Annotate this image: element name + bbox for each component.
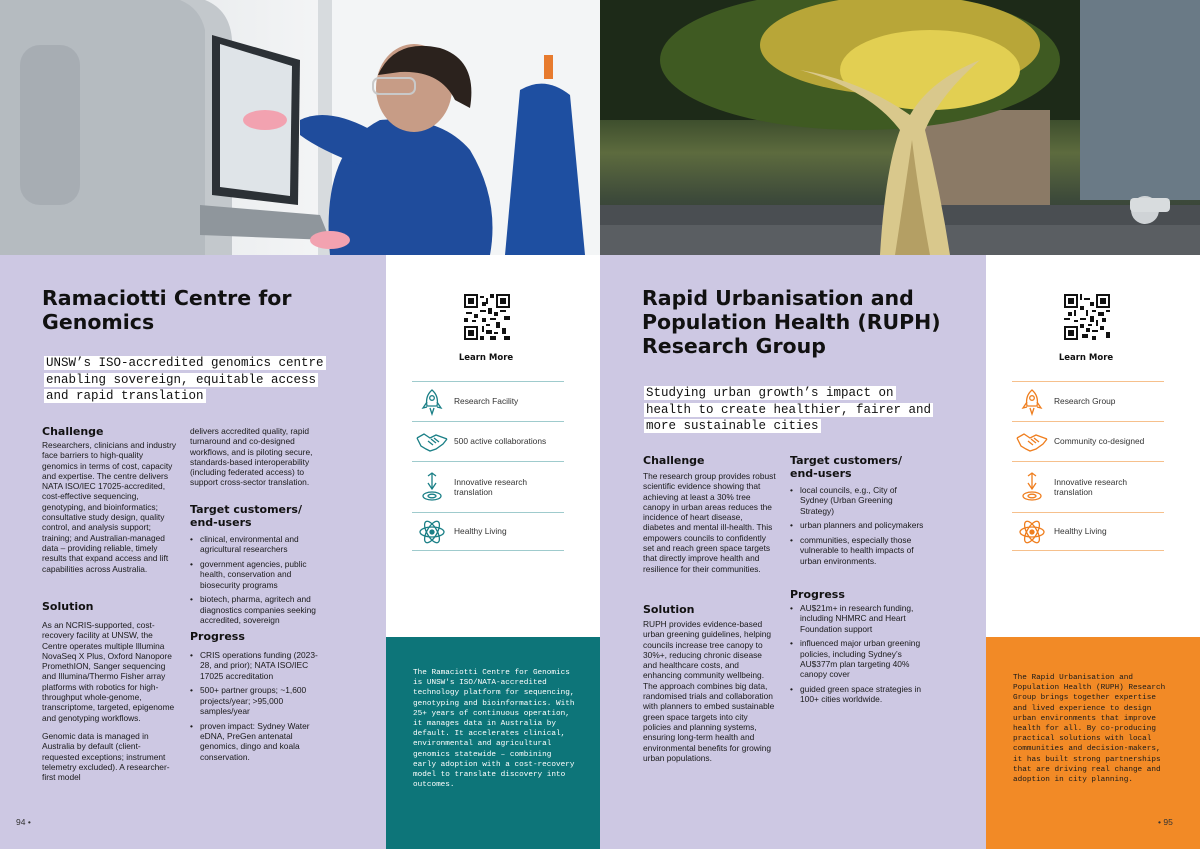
challenge-heading: Challenge xyxy=(643,454,705,467)
feature-label: Innovative research translation xyxy=(1054,476,1128,497)
list-item: • guided green space strategies in 100+ cities worldwide. xyxy=(790,684,925,705)
list-item: • government agencies, public health, conservation and biosecurity programs xyxy=(190,559,325,590)
tagline-left xyxy=(44,355,344,405)
list-item: • proven impact: Sydney Water eDNA, PreGen antenatal genomics, dingo and koala conservation. xyxy=(190,721,325,762)
progress-list xyxy=(790,603,925,709)
tagline-line: UNSW’s ISO-accredited genomics centre xyxy=(46,356,324,370)
feature-label: Healthy Living xyxy=(1054,526,1107,537)
feature-row xyxy=(412,381,564,421)
list-item: • clinical, environmental and agricultural researchers xyxy=(190,534,325,555)
feature-row xyxy=(1012,512,1164,551)
solution-heading: Solution xyxy=(643,603,695,616)
challenge-text xyxy=(643,471,776,582)
list-item: • urban planners and policymakers xyxy=(790,520,925,530)
translation-icon xyxy=(412,471,452,503)
list-item: • 500+ partner groups; ~1,600 projects/year; >95,000 samples/year xyxy=(190,685,325,716)
solution-paragraph: RUPH provides evidence-based urban greening guidelines, helping councils increase tree canopy to 30%+, reducing chronic disease and healthcare costs, and enhancing community wellbeing. The approach combines big data, randomised trials and collaboration with planners to embed sustainable green space targets into city policies and planning systems, ensuring long-term health and environmental benefits for growing urban populations. xyxy=(643,619,775,763)
atom-icon xyxy=(1012,518,1052,546)
page-number-right: • 95 xyxy=(1158,817,1173,827)
feature-row xyxy=(1012,421,1164,461)
feature-row xyxy=(1012,461,1164,512)
feature-list-right xyxy=(1012,381,1164,551)
target-heading: Target customers/ end-users xyxy=(790,454,902,480)
challenge-text xyxy=(42,440,177,582)
solution-text xyxy=(643,619,776,771)
lab-photo xyxy=(0,0,600,255)
feature-label: Research Group xyxy=(1054,396,1116,407)
fig-tree-photo xyxy=(600,0,1200,255)
tagline-line: Studying urban growth’s impact on xyxy=(646,386,894,400)
feature-row xyxy=(412,512,564,551)
lab-photo-illustration xyxy=(0,0,600,255)
handshake-icon xyxy=(412,430,452,454)
tagline-line: more sustainable cities xyxy=(646,419,819,433)
rocket-icon xyxy=(412,388,452,416)
progress-heading: Progress xyxy=(790,588,845,601)
page-number-left: 94 • xyxy=(16,817,31,827)
atom-icon xyxy=(412,518,452,546)
feature-label: 500 active collaborations xyxy=(454,436,547,447)
challenge-paragraph: The research group provides robust scientific evidence showing that achieving at least a 30% tree canopy in urban areas reduces the incidence of heart disease, diabetes and mental ill-health. This empowers councils to confidently set and reach green space targets that directly improve health and resilience for their communities. xyxy=(643,471,776,574)
translation-icon xyxy=(1012,471,1052,503)
progress-list xyxy=(190,650,325,766)
handshake-icon xyxy=(1012,430,1052,454)
solution-paragraph: Genomic data is managed in Australia by default (client-requested exceptions; instrument telemetry excluded). A researcher-first model xyxy=(42,730,170,783)
list-item: • influenced major urban greening policies, including Sydney’s AU$377m plan targeting 40% canopy cover xyxy=(790,638,925,679)
challenge-paragraph: Researchers, clinicians and industry face barriers to high-quality genomics in terms of cost, capacity and expertise. The centre delivers NATA ISO/IEC 17025-accredited, cost-effective sequencing, genotyping, and bioinformatics; consultative study design, quality control, and analysis support; training; and Australian-managed data – providing reliable, timely results that expand access and lift capabilities across Australia. xyxy=(42,440,177,574)
solution-heading: Solution xyxy=(42,600,94,613)
list-item: • AU$21m+ in research funding, including NHMRC and Heart Foundation support xyxy=(790,603,925,634)
feature-row xyxy=(412,461,564,512)
qr-code-left[interactable] xyxy=(464,294,510,340)
feature-row xyxy=(1012,381,1164,421)
target-list xyxy=(190,534,325,630)
feature-label: Healthy Living xyxy=(454,526,507,537)
feature-label: Research Facility xyxy=(454,396,519,407)
tagline-right xyxy=(644,385,944,435)
list-item: • biotech, pharma, agritech and diagnostics companies seeking accredited, sovereign xyxy=(190,594,325,625)
feature-label: Innovative research translation xyxy=(454,476,528,497)
feature-list-left xyxy=(412,381,564,551)
list-item: • CRIS operations funding (2023-28, and prior); NATA ISO/IEC 17025 accreditation xyxy=(190,650,325,681)
rocket-icon xyxy=(1012,388,1052,416)
learn-more-link-right[interactable]: Learn More xyxy=(1058,353,1114,363)
solution-paragraph: As an NCRIS-supported, cost-recovery facility at UNSW, the Centre operates multiple Illumina NovaSeq X Plus, Oxford Nanopore PromethION, Sanger sequencing and Illumina/Thermo Fisher array platforms with robotics for high-throughput whole-genome, transcriptome, targeted, epigenome and genotyping workflows. xyxy=(42,620,175,723)
fig-tree-photo-illustration xyxy=(600,0,1200,255)
challenge-heading: Challenge xyxy=(42,425,104,438)
feature-row xyxy=(412,421,564,461)
tagline-line: health to create healthier, fairer and xyxy=(646,402,932,417)
progress-heading: Progress xyxy=(190,630,245,643)
continued-text xyxy=(190,426,325,496)
summary-text-left: The Ramaciotti Centre for Genomics is UNSW's ISO/NATA-accredited technology platform for sequencing, genotyping and bioinformatics. With 25+ years of continuous operation, it manages data in Australia by default. It accelerates clinical, environmental and agricultural genomics statewide – combining early adoption with a cost-recovery model to translate discovery into outcomes. xyxy=(413,669,575,790)
learn-more-link-left[interactable]: Learn More xyxy=(458,353,514,363)
list-item: • communities, especially those vulnerable to health impacts of urban environments. xyxy=(790,535,925,566)
solution-text xyxy=(42,620,177,790)
page-title-left: Ramaciotti Centre for Genomics xyxy=(42,286,292,334)
target-heading: Target customers/ end-users xyxy=(190,503,302,529)
tagline-line: enabling sovereign, equitable access xyxy=(46,372,317,387)
summary-text-right: The Rapid Urbanisation and Population Health (RUPH) Research Group brings together expertise and lived experience to design urban environments that improve health for all. By co-producing practical solutions with local communities and decision-makers, it has built strong partnerships that are driving real change and adoption in city planning. xyxy=(1013,674,1166,785)
page-title-right: Rapid Urbanisation and Population Health (RUPH) Research Group xyxy=(642,286,941,358)
feature-label: Community co-designed xyxy=(1054,436,1145,447)
list-item: • local councils, e.g., City of Sydney (Urban Greening Strategy) xyxy=(790,485,925,516)
tagline-line: and rapid translation xyxy=(46,389,204,403)
qr-code-right[interactable] xyxy=(1064,294,1110,340)
target-list xyxy=(790,485,925,571)
continued-paragraph: delivers accredited quality, rapid turnaround and co-designed workflows, and is piloting secure, standards-based interoperability (including federated access) to support cross-sector translation. xyxy=(190,426,313,488)
